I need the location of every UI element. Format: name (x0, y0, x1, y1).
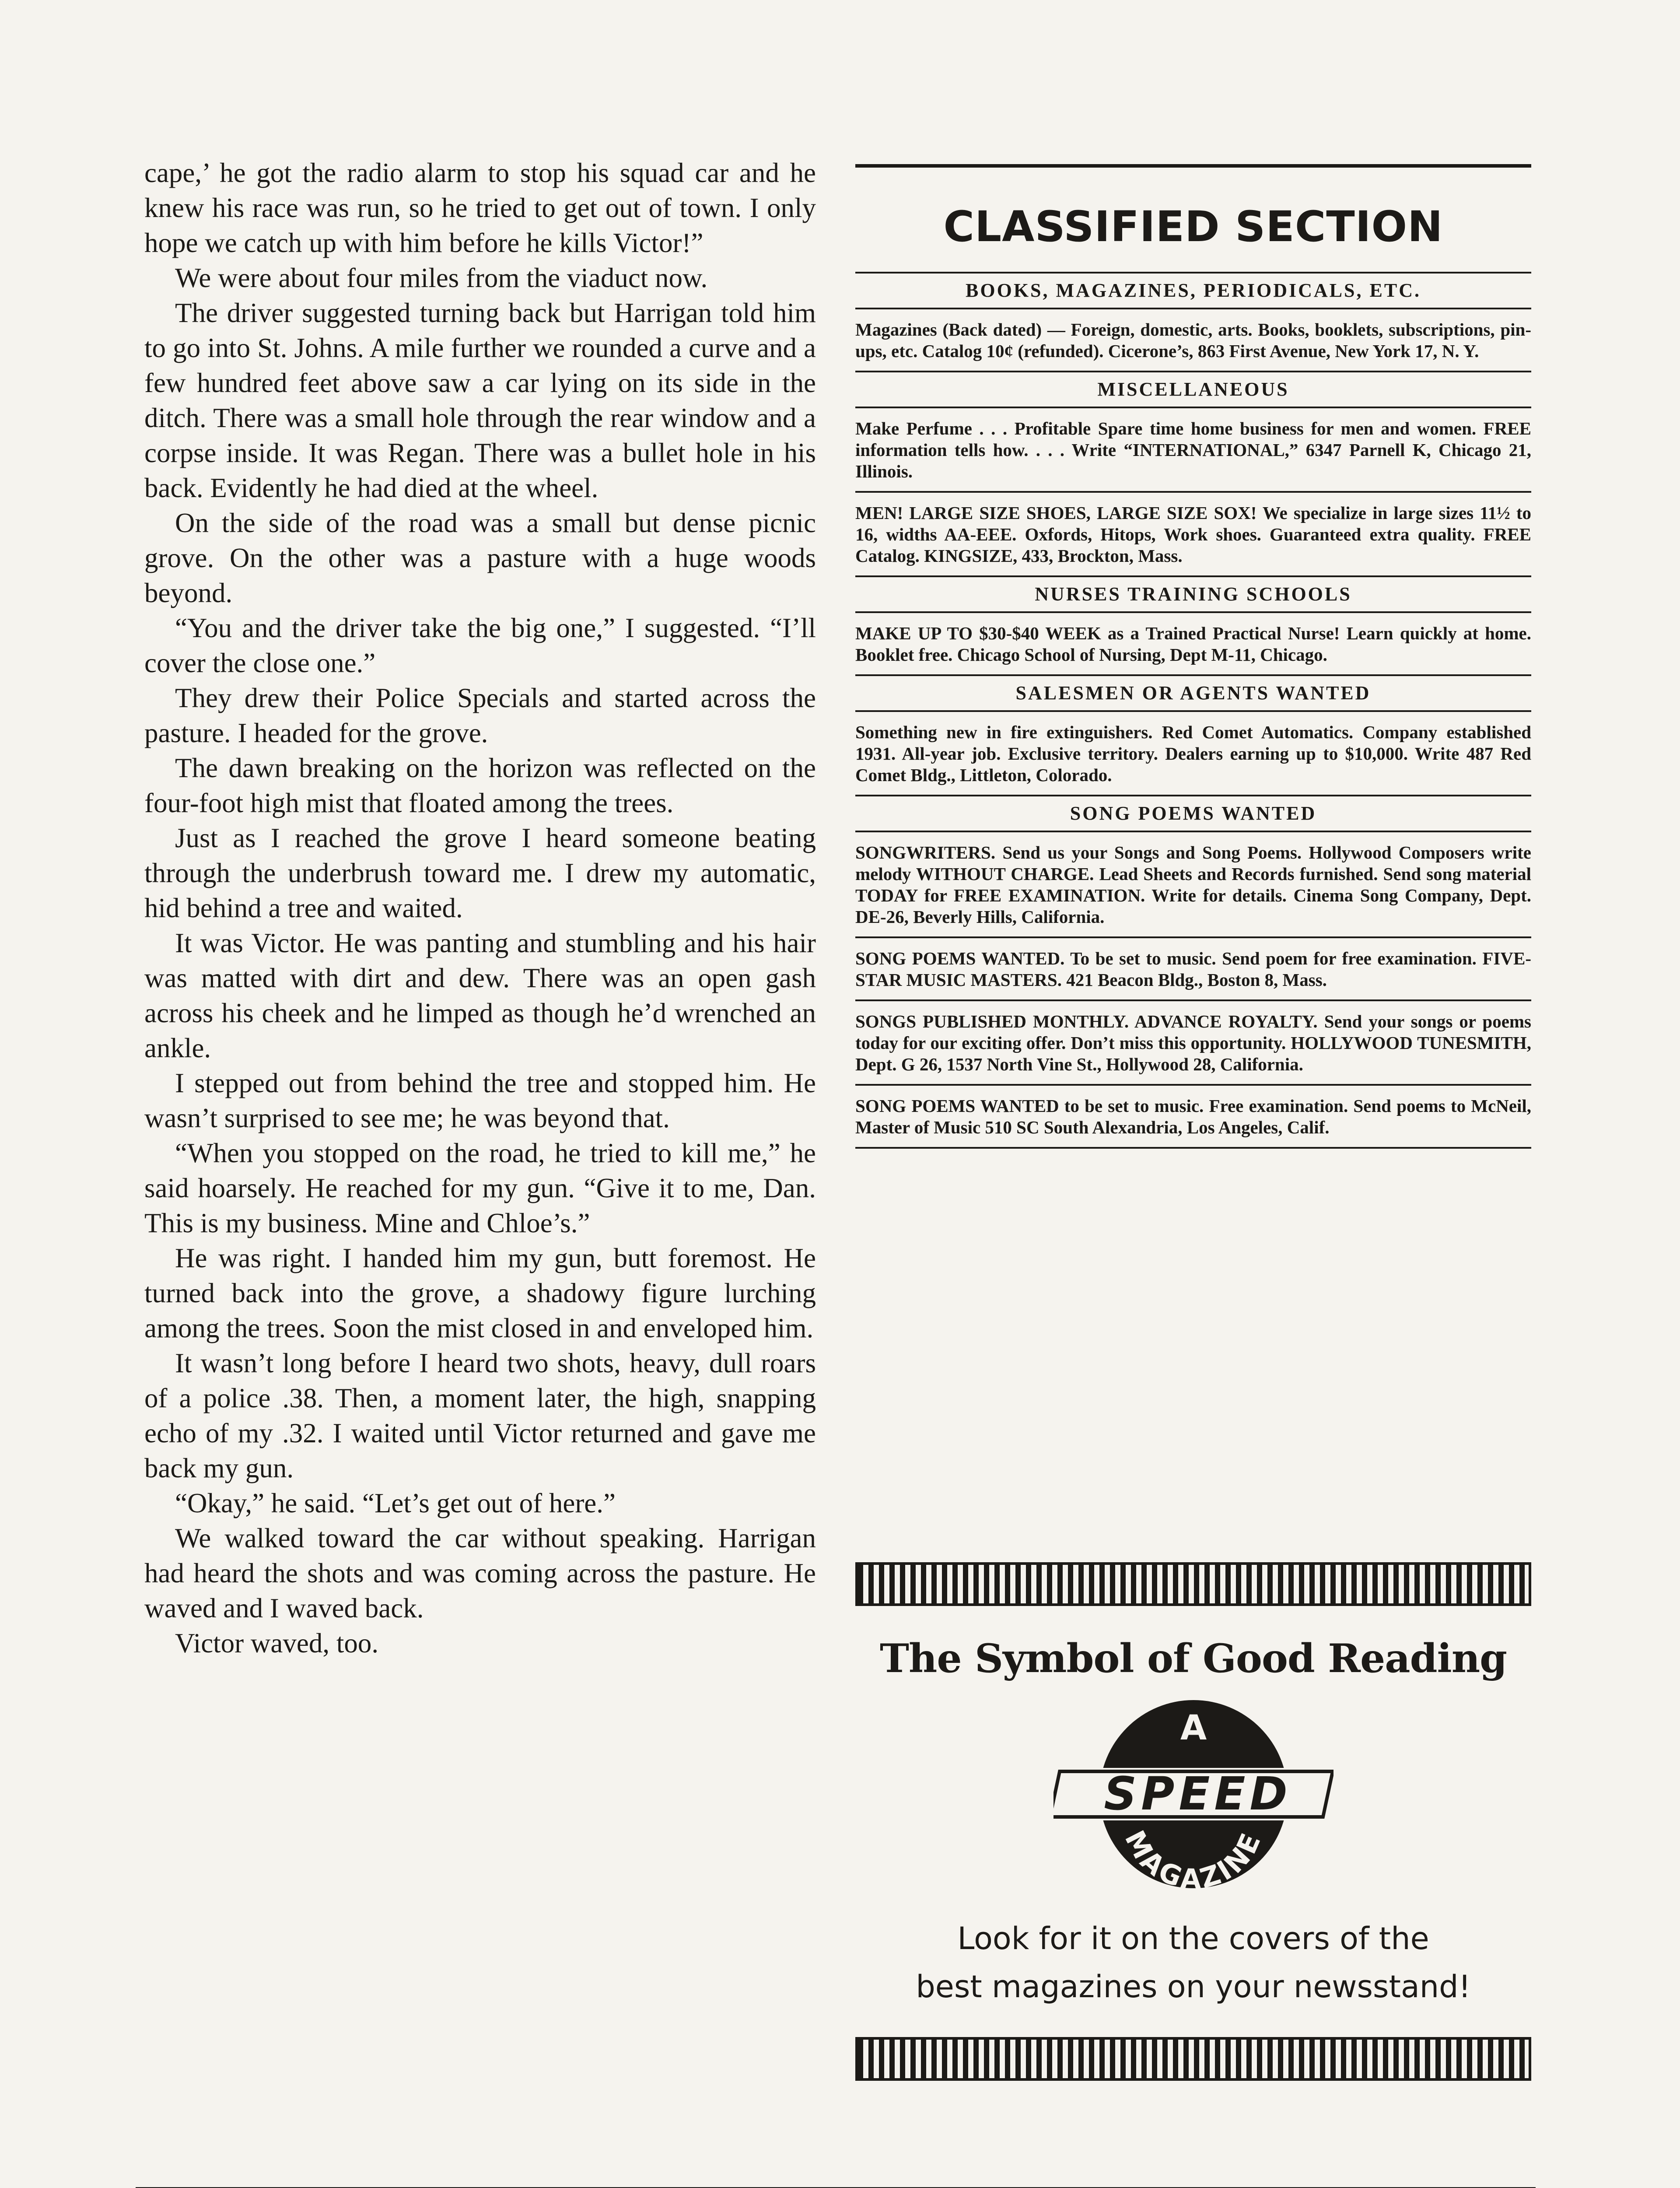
classified-ad: Something new in fire extinguishers. Red Comet Automatics. Company established 1931. All-year job. Exclusive territory. Dealers earning up to $10,000. Write 487 Red Comet Bldg., Littleton, Colorado. (855, 722, 1531, 785)
story-column (144, 155, 816, 1661)
story-paragraph: He was right. I handed him my gun, butt foremost. He turned back into the grove, a shadowy figure lurching among the trees. Soon the mist closed in and enveloped him. (144, 1243, 816, 1343)
classified-section (855, 164, 1531, 1149)
category-heading: SALESMEN OR AGENTS WANTED (1015, 682, 1371, 704)
story-paragraph: We walked toward the car without speaking. Harrigan had heard the shots and was coming across the pasture. He waved and I waved back. (144, 1523, 816, 1623)
logo-speed-word: SPEED (1103, 1767, 1292, 1820)
story-paragraph: Victor waved, too. (175, 1628, 379, 1659)
promo-title: The Symbol of Good Reading (879, 1635, 1507, 1682)
classified-ad: SONGWRITERS. Send us your Songs and Song Poems. Hollywood Composers write melody WITHOUT CHARGE. Lead Sheets and Records furnished. Send song material TODAY for FREE EXAMINATION. Write for details. Cinema Song Company, Dept. DE-26, Beverly Hills, California. (855, 842, 1531, 927)
speed-logo-graphic (1054, 1691, 1334, 1897)
logo-top-letter: A (1180, 1708, 1207, 1748)
promo-tagline-line: best magazines on your newsstand! (916, 1969, 1471, 2005)
classified-ad: SONG POEMS WANTED. To be set to music. Send poem for free examination. FIVE-STAR MUSIC MASTERS. 421 Beacon Bldg., Boston 8, Mass. (855, 948, 1531, 990)
speed-logo (855, 1691, 1531, 1897)
classified-ad: SONG POEMS WANTED to be set to music. Free examination. Send poems to McNeil, Master of Music 510 SC South Alexandria, Los Angeles, Calif. (855, 1096, 1531, 1137)
category-heading: MISCELLANEOUS (1097, 379, 1289, 400)
promo-tagline (855, 1914, 1531, 2011)
logo-magazine-word: MAGAZINE (1118, 1825, 1268, 1895)
story-paragraph: “When you stopped on the road, he tried to kill me,” he said hoarsely. He reached for my gun. “Give it to me, Dan. This is my business. Mine and Chloe’s.” (144, 1138, 816, 1238)
story-paragraph: The driver suggested turning back but Harrigan told him to go into St. Johns. A mile further we rounded a curve and a few hundred feet above saw a car lying on its side in the ditch. There was a small hole through the rear window and a corpse inside. It was Regan. There was a bullet hole in his back. Evidently he had died at the wheel. (144, 298, 816, 503)
story-paragraph: “Okay,” he said. “Let’s get out of here.” (175, 1488, 616, 1518)
divider (855, 1147, 1531, 1149)
classified-ad: SONGS PUBLISHED MONTHLY. ADVANCE ROYALTY. Send your songs or poems today for our exciting offer. Don’t miss this opportunity. HOLLYWOOD TUNESMITH, Dept. G 26, 1537 North Vine St., Hollywood 28, California. (855, 1011, 1531, 1074)
category-heading: SONG POEMS WANTED (1070, 803, 1317, 824)
classified-ad: Make Perfume . . . Profitable Spare time home business for men and women. FREE information tells how. . . . Write “INTERNATIONAL,” 6347 Parnell K, Chicago 21, Illinois. (855, 418, 1531, 481)
bar-strip-top (855, 1562, 1531, 1606)
category-heading: NURSES TRAINING SCHOOLS (1035, 583, 1352, 605)
bar-strip-bottom (855, 2037, 1531, 2081)
classified-title: CLASSIFIED SECTION (943, 202, 1443, 251)
top-rule (855, 164, 1531, 168)
story-paragraph: We were about four miles from the viaduct now. (175, 263, 708, 293)
story-paragraph: The dawn breaking on the horizon was reflected on the four-foot high mist that floated among the trees. (144, 753, 816, 818)
classified-ad: MAKE UP TO $30-$40 WEEK as a Trained Practical Nurse! Learn quickly at home. Booklet free. Chicago School of Nursing, Dept M-11, Chicago. (855, 623, 1531, 665)
classified-ad: MEN! LARGE SIZE SHOES, LARGE SIZE SOX! We specialize in large sizes 11½ to 16, widths AA-EEE. Oxfords, Hitops, Work shoes. Guaranteed extra quality. FREE Catalog. KINGSIZE, 433, Brockton, Mass. (855, 503, 1531, 566)
story-paragraph: Just as I reached the grove I heard someone beating through the underbrush toward me. I drew my automatic, hid behind a tree and waited. (144, 823, 816, 923)
story-paragraph: cape,’ he got the radio alarm to stop his squad car and he knew his race was run, so he tried to get out of town. I only hope we catch up with him before he kills Victor!” (144, 158, 816, 258)
story-paragraph: “You and the driver take the big one,” I suggested. “I’ll cover the close one.” (144, 613, 816, 678)
promo-tagline-line: Look for it on the covers of the (957, 1921, 1429, 1957)
speed-magazine-promo (855, 1562, 1531, 2081)
story-paragraph: They drew their Police Specials and started across the pasture. I headed for the grove. (144, 683, 816, 748)
story-paragraph: I stepped out from behind the tree and stopped him. He wasn’t surprised to see me; he was beyond that. (144, 1068, 816, 1133)
story-paragraph: It wasn’t long before I heard two shots, heavy, dull roars of a police .38. Then, a moment later, the high, snapping echo of my .32. I waited until Victor returned and gave me back my gun. (144, 1348, 816, 1483)
category-heading: BOOKS, MAGAZINES, PERIODICALS, ETC. (966, 280, 1421, 301)
story-paragraph: On the side of the road was a small but dense picnic grove. On the other was a pasture with a huge woods beyond. (144, 508, 816, 608)
story-paragraph: It was Victor. He was panting and stumbling and his hair was matted with dirt and dew. There was an open gash across his cheek and he limped as though he’d wrenched an ankle. (144, 928, 816, 1063)
classified-ad: Magazines (Back dated) — Foreign, domestic, arts. Books, booklets, subscriptions, pin-ups, etc. Catalog 10¢ (refunded). Cicerone’s, 863 First Avenue, New York 17, N. Y. (855, 319, 1531, 361)
